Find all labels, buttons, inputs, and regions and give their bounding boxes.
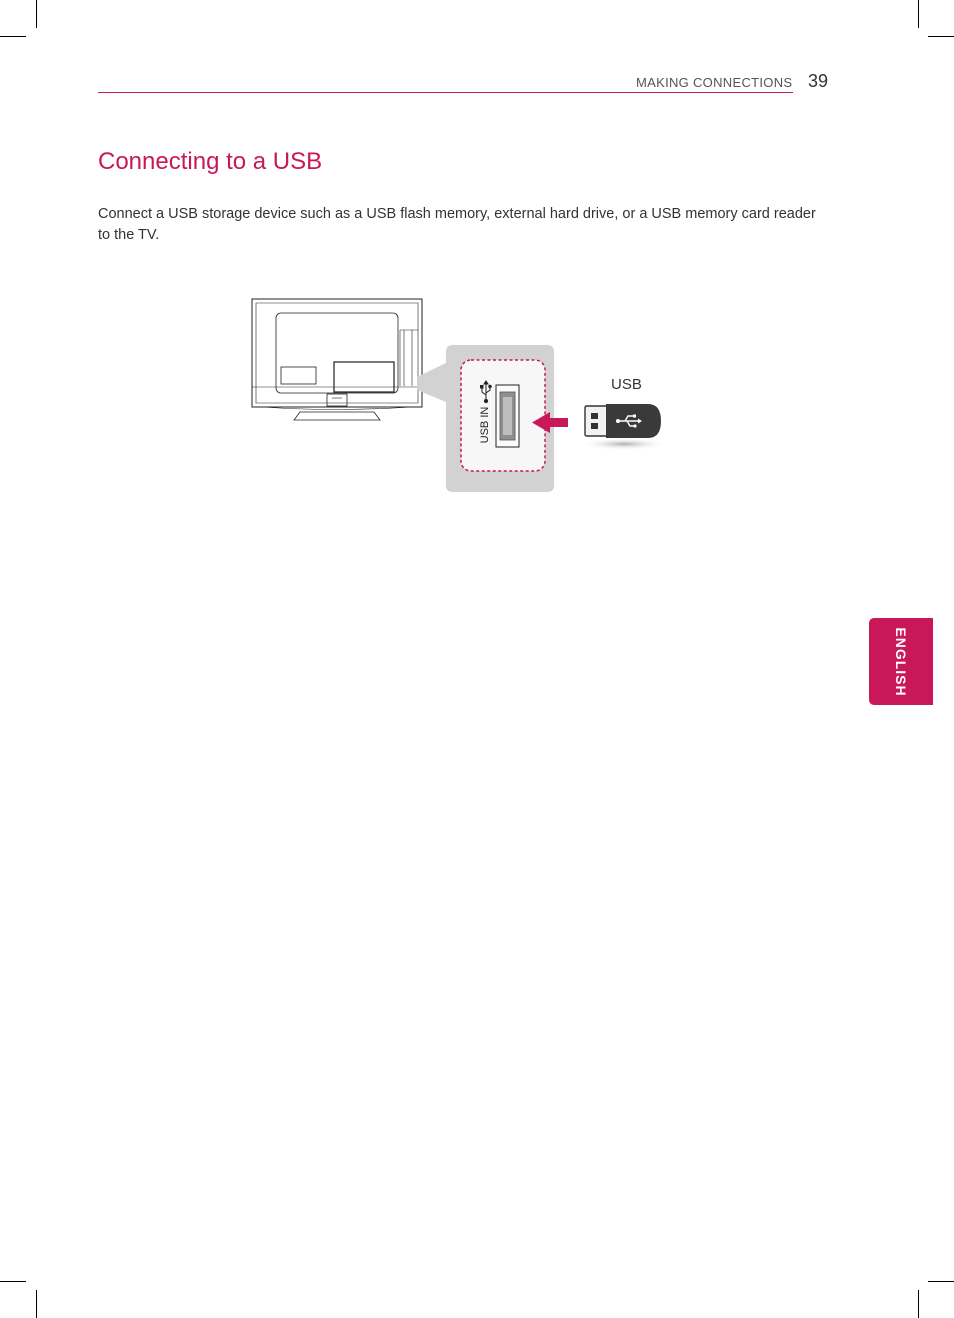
- crop-mark: [0, 1281, 26, 1282]
- crop-mark: [928, 1281, 954, 1282]
- callout-wedge: [417, 363, 446, 402]
- body-paragraph: Connect a USB storage device such as a USB flash memory, external hard drive, or a USB memory card reader to the TV.: [98, 206, 816, 243]
- tv-back-illustration: [252, 299, 422, 420]
- header-section-title: MAKING CONNECTIONS: [636, 75, 793, 90]
- port-label: USB IN: [479, 406, 491, 444]
- crop-mark: [918, 1290, 919, 1318]
- language-tab: [869, 618, 933, 705]
- crop-mark: [36, 1290, 37, 1318]
- page-title: Connecting to a USB: [98, 148, 323, 175]
- usb-device-label: USB: [611, 376, 642, 393]
- language-tab-label: ENGLISH: [893, 626, 909, 697]
- usb-connection-illustration: [0, 0, 954, 520]
- usb-port: [496, 385, 519, 447]
- page-number: 39: [808, 71, 829, 91]
- usb-stick-illustration: [580, 404, 668, 450]
